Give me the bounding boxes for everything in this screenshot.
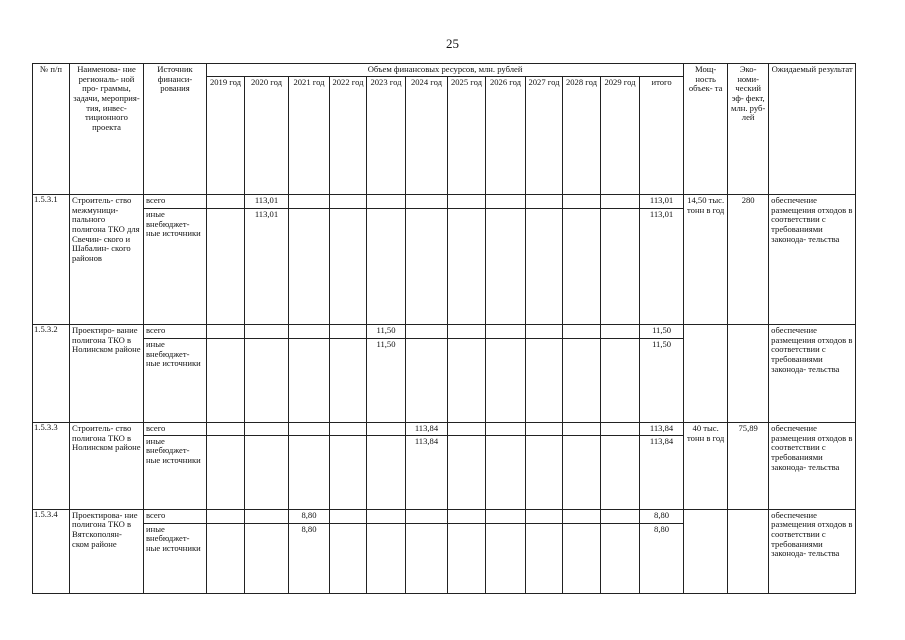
value-cell [526,195,563,209]
source-total-label: всего [144,423,207,436]
row-name: Проектиро- вание полигона ТКО в Нолинском районе [70,325,144,423]
value-cell [601,423,640,436]
row-number: 1.5.3.4 [33,509,70,593]
col-header-total: итого [640,77,684,195]
value-cell [526,435,563,509]
value-cell [245,325,289,339]
total-cell: 113,84 [640,435,684,509]
col-header-capacity: Мощ- ность объек- та [684,64,728,195]
value-cell [601,195,640,209]
table-row [33,325,856,339]
source-other-label: иные внебюджет- ные источники [144,339,207,423]
value-cell [406,339,448,423]
value-cell [289,423,330,436]
value-cell [289,195,330,209]
value-cell: 11,50 [367,325,406,339]
value-cell [245,523,289,593]
row-name: Строитель- ство межмуници- пального полигона ТКО для Свечин- ского и Шабалин- ского районов [70,195,144,325]
value-cell: 113,01 [245,209,289,325]
total-cell: 11,50 [640,325,684,339]
source-other-label: иные внебюджет- ные источники [144,523,207,593]
value-cell [448,195,486,209]
source-total-label: всего [144,325,207,339]
value-cell [207,209,245,325]
total-cell: 113,01 [640,209,684,325]
total-cell: 11,50 [640,339,684,423]
value-cell [486,325,526,339]
value-cell [563,339,601,423]
col-header-year: 2023 год [367,77,406,195]
value-cell [448,509,486,523]
value-cell [330,509,367,523]
financing-table [32,63,856,594]
page-number: 25 [446,36,459,51]
value-cell [330,435,367,509]
table-row [33,423,856,436]
value-cell [289,325,330,339]
value-cell [367,195,406,209]
col-header-year: 2026 год [486,77,526,195]
result-cell: обеспечение размещения отходов в соответствии с требованиями законода- тельства [769,509,856,593]
capacity-cell: 40 тыс. тонн в год [684,423,728,510]
row-name: Строитель- ство полигона ТКО в Нолинском районе [70,423,144,510]
value-cell [207,523,245,593]
value-cell [207,423,245,436]
value-cell: 8,80 [289,509,330,523]
value-cell: 113,01 [245,195,289,209]
value-cell [486,195,526,209]
value-cell: 113,84 [406,435,448,509]
row-number: 1.5.3.2 [33,325,70,423]
value-cell [526,523,563,593]
value-cell [601,339,640,423]
table-row [33,509,856,523]
value-cell [601,509,640,523]
value-cell [245,435,289,509]
total-cell: 113,01 [640,195,684,209]
value-cell [330,339,367,423]
value-cell [367,423,406,436]
col-header-year: 2020 год [245,77,289,195]
total-cell: 8,80 [640,509,684,523]
value-cell [406,195,448,209]
value-cell [486,209,526,325]
value-cell [563,195,601,209]
value-cell [448,339,486,423]
value-cell [245,509,289,523]
col-header-year: 2019 год [207,77,245,195]
col-header-year: 2027 год [526,77,563,195]
value-cell [601,523,640,593]
value-cell [526,509,563,523]
source-total-label: всего [144,509,207,523]
value-cell [330,195,367,209]
col-header-year: 2029 год [601,77,640,195]
value-cell [406,509,448,523]
source-other-label: иные внебюджет- ные источники [144,435,207,509]
result-cell: обеспечение размещения отходов в соответствии с требованиями законода- тельства [769,423,856,510]
value-cell [601,435,640,509]
value-cell [245,339,289,423]
value-cell [330,523,367,593]
effect-cell [728,509,769,593]
effect-cell: 75,89 [728,423,769,510]
value-cell [330,209,367,325]
value-cell [486,339,526,423]
value-cell [289,339,330,423]
value-cell [330,423,367,436]
value-cell [207,195,245,209]
col-header-year: 2025 год [448,77,486,195]
col-header-source: Источник финанси- рования [144,64,207,195]
value-cell [526,423,563,436]
value-cell [563,509,601,523]
value-cell [563,325,601,339]
value-cell [367,209,406,325]
row-number: 1.5.3.1 [33,195,70,325]
value-cell [207,339,245,423]
value-cell [207,509,245,523]
value-cell [563,523,601,593]
result-cell: обеспечение размещения отходов в соответствии с требованиями законода- тельства [769,325,856,423]
value-cell: 11,50 [367,339,406,423]
value-cell: 8,80 [289,523,330,593]
col-header-no: № п/п [33,64,70,195]
value-cell [448,423,486,436]
value-cell [486,435,526,509]
capacity-cell: 14,50 тыс. тонн в год [684,195,728,325]
col-header-year: 2021 год [289,77,330,195]
source-other-label: иные внебюджет- ные источники [144,209,207,325]
col-header-year: 2024 год [406,77,448,195]
total-cell: 113,84 [640,423,684,436]
value-cell [526,339,563,423]
value-cell [563,423,601,436]
value-cell [207,325,245,339]
value-cell [448,523,486,593]
value-cell [207,435,245,509]
value-cell: 113,84 [406,423,448,436]
col-header-effect: Эко- номи- ческий эф- фект, млн. руб- лей [728,64,769,195]
source-total-label: всего [144,195,207,209]
value-cell [406,523,448,593]
value-cell [406,209,448,325]
value-cell [367,509,406,523]
value-cell [486,523,526,593]
effect-cell [728,325,769,423]
value-cell [289,209,330,325]
col-header-volume: Объем финансовых ресурсов, млн. рублей [207,64,684,77]
value-cell [486,509,526,523]
value-cell [563,209,601,325]
row-number: 1.5.3.3 [33,423,70,510]
value-cell [601,209,640,325]
effect-cell: 280 [728,195,769,325]
capacity-cell [684,325,728,423]
value-cell [486,423,526,436]
value-cell [448,209,486,325]
col-header-result: Ожидаемый результат [769,64,856,195]
value-cell [601,325,640,339]
value-cell [448,325,486,339]
result-cell: обеспечение размещения отходов в соответствии с требованиями законода- тельства [769,195,856,325]
total-cell: 8,80 [640,523,684,593]
value-cell [367,523,406,593]
value-cell [289,435,330,509]
col-header-name: Наименова- ние региональ- ной про- граммы, задачи, мероприя- тия, инвес- тиционного проекта [70,64,144,195]
value-cell [448,435,486,509]
value-cell [406,325,448,339]
value-cell [526,209,563,325]
value-cell [245,423,289,436]
value-cell [367,435,406,509]
value-cell [526,325,563,339]
col-header-year: 2022 год [330,77,367,195]
table-row [33,195,856,209]
capacity-cell [684,509,728,593]
value-cell [330,325,367,339]
value-cell [563,435,601,509]
row-name: Проектирова- ние полигона ТКО в Вятскополян- ском районе [70,509,144,593]
col-header-year: 2028 год [563,77,601,195]
